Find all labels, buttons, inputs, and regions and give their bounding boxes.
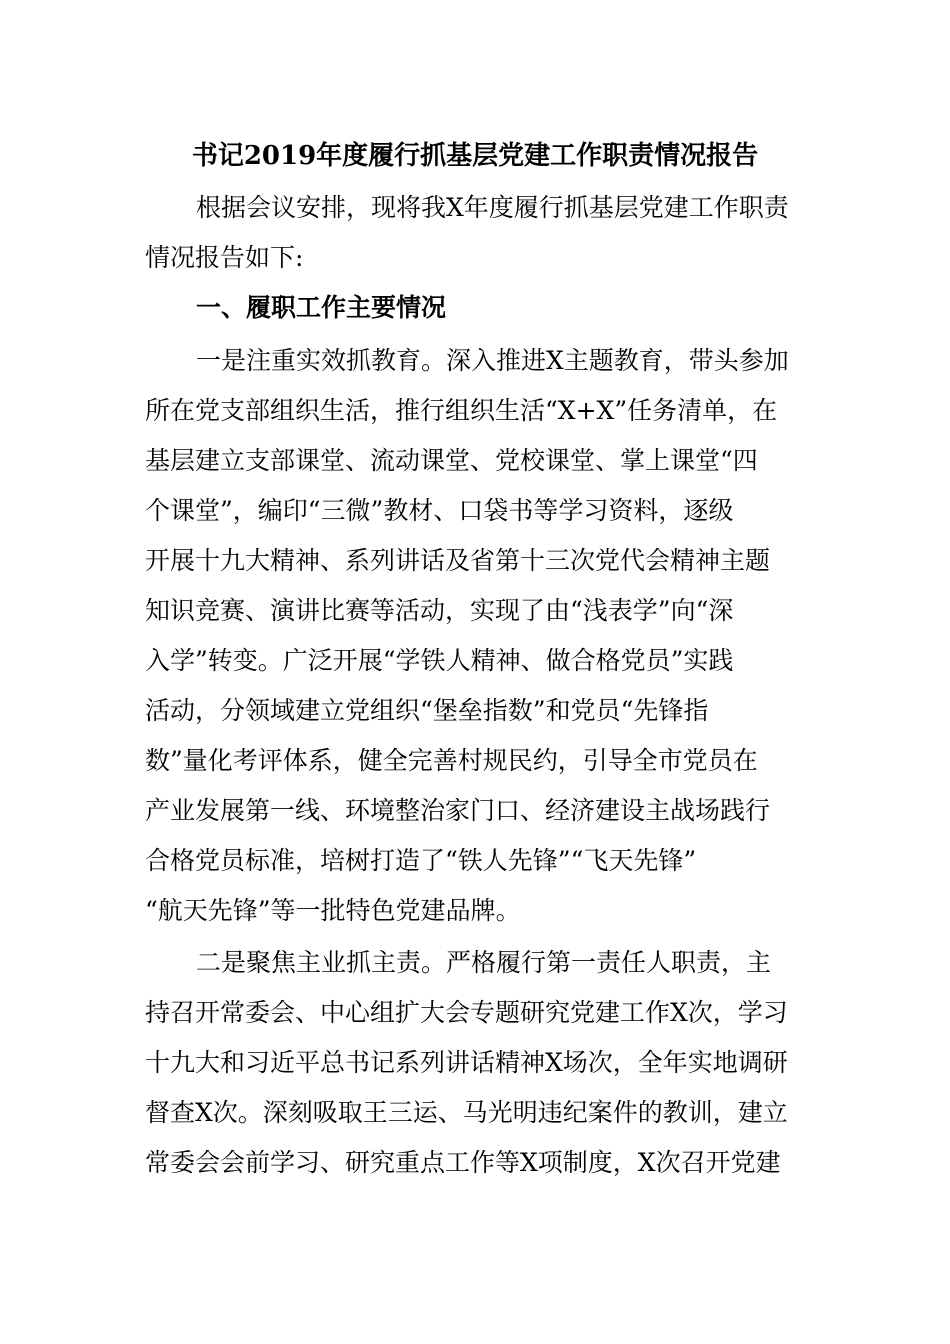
document-title: 书记2019年度履行抓基层党建工作职责情况报告 bbox=[191, 141, 759, 171]
intro-line-1: 根据会议安排，现将我X年度履行抓基层党建工作职责 bbox=[196, 193, 789, 222]
paragraph1-line-4: 个课堂”，编印“三微”教材、口袋书等学习资料，逐级 bbox=[145, 496, 734, 525]
paragraph2-line-5: 常委会会前学习、研究重点工作等X项制度，X次召开党建 bbox=[145, 1148, 781, 1177]
paragraph2-line-2: 持召开常委会、中心组扩大会专题研究党建工作X次，学习 bbox=[145, 998, 788, 1027]
paragraph1-line-10: 产业发展第一线、环境整治家门口、经济建设主战场践行 bbox=[145, 796, 771, 825]
paragraph2-line-1: 二是聚焦主业抓主责。严格履行第一责任人职责，主 bbox=[196, 948, 772, 977]
paragraph2-line-3: 十九大和习近平总书记系列讲话精神X场次，全年实地调研 bbox=[145, 1048, 788, 1077]
paragraph2-line-4: 督查X次。深刻吸取王三运、马光明违纪案件的教训，建立 bbox=[145, 1098, 788, 1127]
paragraph1-line-8: 活动，分领域建立党组织“堡垒指数”和党员“先锋指 bbox=[145, 696, 709, 725]
paragraph1-line-9: 数”量化考评体系，健全完善村规民约，引导全市党员在 bbox=[145, 746, 758, 775]
paragraph1-line-3: 基层建立支部课堂、流动课堂、党校课堂、掌上课堂“四 bbox=[145, 446, 758, 475]
paragraph1-line-6: 知识竞赛、演讲比赛等活动，实现了由“浅表学”向“深 bbox=[145, 596, 734, 625]
section-heading: 一、履职工作主要情况 bbox=[196, 293, 447, 322]
intro-line-2: 情况报告如下: bbox=[145, 243, 304, 272]
paragraph1-line-11: 合格党员标准，培树打造了“铁人先锋”“飞天先锋” bbox=[145, 846, 697, 875]
paragraph1-line-5: 开展十九大精神、系列讲话及省第十三次党代会精神主题 bbox=[145, 546, 771, 575]
paragraph1-line-7: 入学”转变。广泛开展“学铁人精神、做合格党员”实践 bbox=[145, 646, 734, 675]
paragraph1-line-1: 一是注重实效抓教育。深入推进X主题教育，带头参加 bbox=[196, 346, 789, 375]
paragraph1-line-2: 所在党支部组织生活，推行组织生活“X+X”任务清单，在 bbox=[145, 396, 778, 425]
paragraph1-line-12: “航天先锋”等一批特色党建品牌。 bbox=[145, 896, 521, 925]
